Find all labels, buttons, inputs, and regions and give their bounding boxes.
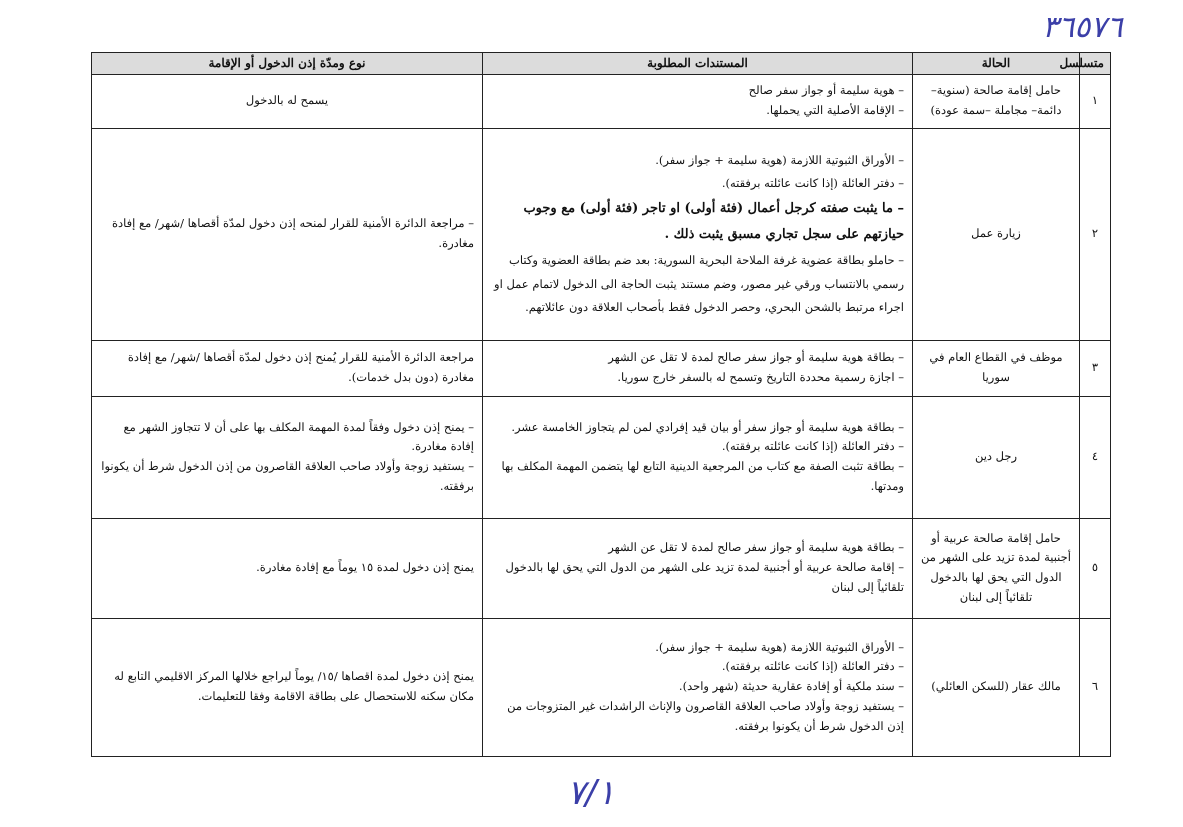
header-case: الحالة bbox=[913, 53, 1080, 75]
document-item: – دفتر العائلة (إذا كانت عائلته برفقته). bbox=[721, 439, 904, 454]
row-number: ٢ bbox=[1080, 128, 1111, 340]
row-permit bbox=[92, 518, 483, 618]
row-number: ١ bbox=[1080, 74, 1111, 128]
row-number: ٥ bbox=[1080, 518, 1111, 618]
row-permit bbox=[92, 618, 483, 756]
handwritten-page-mark: ٧/١ bbox=[567, 773, 615, 813]
handwritten-reference-number: ٣٦٥٧٦ bbox=[1042, 10, 1123, 45]
row-case: زيارة عمل bbox=[913, 128, 1080, 340]
table-row bbox=[92, 128, 1111, 340]
row-permit bbox=[92, 128, 483, 340]
header-permit: نوع ومدّة إذن الدخول أو الإقامة bbox=[92, 53, 483, 75]
table-row bbox=[92, 618, 1111, 756]
document-item: – يستفيد زوجة وأولاد صاحب العلاقة القاصرون والإناث الراشدات غير المتزوجات من إذن الدخول شرط أن يكونوا برفقته. bbox=[507, 699, 904, 733]
row-documents bbox=[483, 518, 913, 618]
table-row bbox=[92, 518, 1111, 618]
permit-item: – مراجعة الدائرة الأمنية للقرار لمنحه إذن دخول لمدّة أقصاها /شهر/ مع إفادة مغادرة. bbox=[112, 216, 474, 251]
row-number: ٣ bbox=[1080, 340, 1111, 396]
table-header-row bbox=[92, 53, 1111, 75]
document-item: – الأوراق الثبوتية اللازمة (هوية سليمة + جواز سفر). bbox=[655, 152, 904, 167]
document-item: – سند ملكية أو إفادة عقارية حديثة (شهر واحد). bbox=[678, 679, 904, 694]
document-item: – حاملو بطاقة عضوية غرفة الملاحة البحرية السورية: بعد ضم بطاقة العضوية وكتاب رسمي بالانتساب ورقي غير مصور، وضم مستند يثبت الحاجة الى الدخول لاتمام عمل او اجراء مرتبط بالشحن البحري، وحصر الدخول فقط بأصحاب العلاقة دون عائلاتهم. bbox=[494, 252, 904, 315]
document-item: – بطاقة هوية سليمة أو جواز سفر أو بيان قيد إفرادي لمن لم يتجاوز الخامسة عشر. bbox=[511, 419, 904, 434]
header-serial: متسلسل bbox=[1080, 53, 1111, 75]
document-item: – هوية سليمة أو جواز سفر صالح bbox=[748, 83, 904, 98]
row-number: ٤ bbox=[1080, 396, 1111, 518]
document-item: – ما يثبت صفته كرجل أعمال (فئة أولى) او تاجر (فئة أولى) مع وجوب حيازتهم على سجل تجاري مسبق يثبت ذلك . bbox=[523, 200, 904, 243]
row-permit bbox=[92, 396, 483, 518]
permit-item: يمنح إذن دخول لمدة اقصاها /١٥/ يوماً ليراجع خلالها المركز الاقليمي التابع له مكان سكنه للاستحصال على بطاقة الاقامة وفقا للتعليمات. bbox=[114, 669, 474, 704]
header-documents: المستندات المطلوبة bbox=[483, 53, 913, 75]
row-case: رجل دين bbox=[913, 396, 1080, 518]
row-case: مالك عقار (للسكن العائلي) bbox=[913, 618, 1080, 756]
document-item: – الأوراق الثبوتية اللازمة (هوية سليمة + جواز سفر). bbox=[655, 639, 904, 654]
document-item: – اجازة رسمية محددة التاريخ وتسمح له بالسفر خارج سوريا. bbox=[617, 370, 904, 385]
row-permit bbox=[92, 340, 483, 396]
row-documents bbox=[483, 128, 913, 340]
row-documents bbox=[483, 340, 913, 396]
permit-item: – يستفيد زوجة وأولاد صاحب العلاقة القاصرون من إذن الدخول شرط أن يكونوا برفقته. bbox=[101, 459, 474, 493]
document-item: – دفتر العائلة (إذا كانت عائلته برفقته). bbox=[721, 659, 904, 674]
permit-item: يسمح له بالدخول bbox=[245, 93, 329, 108]
row-number: ٦ bbox=[1080, 618, 1111, 756]
document-item: – بطاقة تثبت الصفة مع كتاب من المرجعية الدينية التابع لها يتضمن المهمة المكلف بها ومدتها. bbox=[501, 459, 904, 493]
row-documents bbox=[483, 396, 913, 518]
document-item: – الإقامة الأصلية التي يحملها. bbox=[766, 103, 904, 118]
row-permit bbox=[92, 74, 483, 128]
document-item: – إقامة صالحة عربية أو أجنبية لمدة تزيد على الشهر من الدول التي يحق لها بالدخول تلقائياً إلى لبنان bbox=[505, 560, 904, 594]
table-row bbox=[92, 74, 1111, 128]
permit-item: يمنح إذن دخول لمدة ١٥ يوماً مع إفادة مغادرة. bbox=[256, 560, 474, 575]
row-case: موظف في القطاع العام في سوريا bbox=[913, 340, 1080, 396]
row-case: حامل إقامة صالحة عربية أو أجنبية لمدة تزيد على الشهر من الدول التي يحق لها بالدخول تلقائياً إلى لبنان bbox=[913, 518, 1080, 618]
document-item: – دفتر العائلة (إذا كانت عائلته برفقته). bbox=[721, 176, 904, 191]
row-documents bbox=[483, 74, 913, 128]
row-documents bbox=[483, 618, 913, 756]
document-item: – بطاقة هوية سليمة أو جواز سفر صالح لمدة لا تقل عن الشهر bbox=[608, 540, 904, 555]
table-row bbox=[92, 396, 1111, 518]
requirements-table bbox=[91, 52, 1111, 757]
permit-item: – يمنح إذن دخول وفقاً لمدة المهمة المكلف بها على أن لا تتجاوز الشهر مع إفادة مغادرة. bbox=[123, 419, 474, 454]
permit-item: مراجعة الدائرة الأمنية للقرار يُمنح إذن دخول لمدّة أقصاها /شهر/ مع إفادة مغادرة (دون بدل خدمات). bbox=[127, 350, 474, 385]
table-row bbox=[92, 340, 1111, 396]
row-case: حامل إقامة صالحة (سنوية– دائمة– مجاملة –سمة عودة) bbox=[913, 74, 1080, 128]
document-item: – بطاقة هوية سليمة أو جواز سفر صالح لمدة لا تقل عن الشهر bbox=[608, 350, 904, 365]
